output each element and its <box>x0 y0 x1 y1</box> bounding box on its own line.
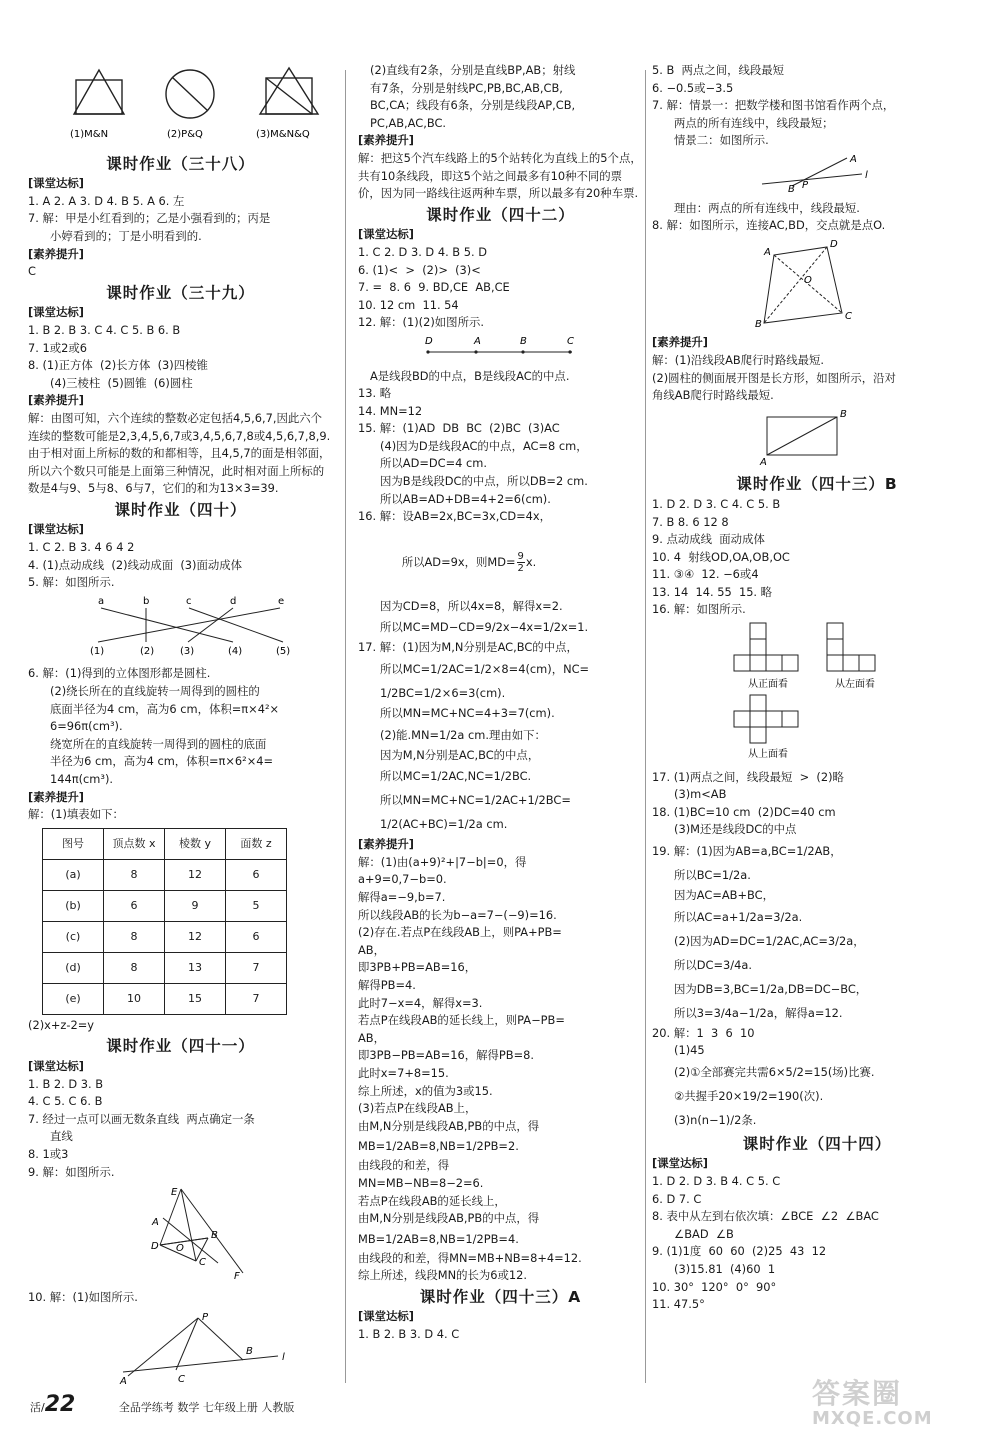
answer-line: 5. 解：如图所示. <box>28 575 115 590</box>
view-label: 从正面看 <box>748 679 788 691</box>
table-cell: 8 <box>104 921 165 952</box>
answer-line: 7. = 8. 6 9. BD,CE AB,CE <box>358 280 510 295</box>
answer-line: 5. B 两点之间，线段最短 <box>652 63 785 77</box>
answer-line: BC,CA；线段有6条，分别是线段AP,CB, <box>370 98 576 113</box>
answer-line: 若点P在线段AB的延长线上， <box>358 1193 506 1208</box>
point-label: A <box>760 456 767 465</box>
answer-line: 20. 解：1 3 6 10 <box>652 1025 755 1040</box>
figure-label: (3)M&N&Q <box>256 129 310 140</box>
answer-line: 10. 解：(1)如图所示. <box>28 1289 138 1304</box>
column-3 <box>652 62 982 1314</box>
lesson-title: 课时作业（四十一） <box>106 1037 255 1056</box>
table-row <box>43 921 287 952</box>
table-row <box>43 983 287 1014</box>
table-header: 面数 z <box>226 828 287 859</box>
figure-label: (2)P&Q <box>167 129 203 140</box>
table-cell: 6 <box>226 921 287 952</box>
answer-line: 1. C 2. D 3. D 4. B 5. D <box>358 244 488 259</box>
three-views-diagram <box>652 621 982 761</box>
lesson-title: 课时作业（四十四） <box>742 1134 892 1153</box>
answer-line: 解：(1)填表如下： <box>28 807 124 822</box>
answer-line: 即3PB−PB=AB=16，解得PB=8. <box>358 1048 535 1063</box>
answer-line: (3)n(n−1)/2条. <box>674 1112 757 1127</box>
answer-line: 1/2BC=1/2×6=3(cm). <box>380 686 506 701</box>
match-top-label: c <box>186 595 192 607</box>
answer-line: 7. 1或2或6 <box>28 340 88 355</box>
table-cell: 12 <box>165 859 226 890</box>
lesson-title: 课时作业（三十九） <box>106 283 255 302</box>
answer-line: 综上所述，线段MN的长为6或12. <box>358 1268 528 1283</box>
answer-paragraph: 解：由图可知，六个连续的整数必定包括4,5,6,7,因此六个连续的整数可能是2,3,4,5,6,7或3,4,5,6,7,8或4,5,6,7,8,9.由于相对面上所标的数的和都相等，且4,5,7的面是相邻面，所以六个数只可能是上面第三种情况，此时相对面上所标的数是4与9、5与8、6与7，它们的和为13×3=39. <box>28 410 331 496</box>
match-top-label: a <box>98 595 105 607</box>
match-top-label: e <box>278 595 285 607</box>
point-label: A <box>850 153 857 165</box>
answer-line: (4)三棱柱 (5)圆锥 (6)圆柱 <box>50 375 193 390</box>
section-label: [课堂达标] <box>28 305 84 320</box>
match-bottom-label: (5) <box>276 645 291 657</box>
point-label: P <box>202 1312 209 1324</box>
answer-line: 因为CD=8，所以4x=8，解得x=2. <box>380 598 563 613</box>
point-label: F <box>234 1271 240 1282</box>
watermark-line: MXQE.COM <box>812 1408 933 1429</box>
answer-line: 所以AD=DC=4 cm. <box>380 456 488 471</box>
answer-line: 底面半径为4 cm，高为6 cm，体积=π×4²× <box>50 701 280 716</box>
answer-line: (3)M还是线段DC的中点 <box>674 822 797 837</box>
table-cell: 8 <box>104 859 165 890</box>
lesson-title: 课时作业（四十三）A <box>419 1287 582 1306</box>
answer-line: (2)直线有2条，分别是直线BP,AB；射线 <box>370 63 576 77</box>
answer-line: 11. ③④ 12. −6或4 <box>652 567 759 582</box>
answer-line: 6. D 7. C <box>652 1191 702 1206</box>
fraction-numerator: 9 <box>517 550 524 562</box>
table-cell: 6 <box>226 859 287 890</box>
footer-prefix: 活/ <box>30 1401 45 1414</box>
table-header: 图号 <box>43 828 104 859</box>
answer-line: 18. (1)BC=10 cm (2)DC=40 cm <box>652 804 836 819</box>
figure-2 <box>166 70 214 118</box>
answer-line: 10. 4 射线OD,OA,OB,OC <box>652 549 790 564</box>
answer-line: 因为DB=3,BC=1/2a,DB=DC−BC， <box>674 981 868 996</box>
answer-line: 1. D 2. D 3. B 4. C 5. C <box>652 1174 781 1188</box>
answer-line: (2)绕长所在的直线旋转一周得到的圆柱的 <box>50 684 260 699</box>
figure-label: (1)M&N <box>70 129 109 140</box>
answer-line <box>358 526 643 598</box>
answer-line: 17. 解：(1)因为M,N分别是AC,BC的中点， <box>358 640 578 655</box>
answer-line: AB， <box>358 942 385 957</box>
answer-line: 14. MN=12 <box>358 403 423 418</box>
point-label: A <box>120 1376 127 1387</box>
table-row <box>43 890 287 921</box>
answer-line: 6. −0.5或−3.5 <box>652 80 734 95</box>
section-label: [素养提升] <box>28 789 84 804</box>
answer-line: 1/2(AC+BC)=1/2a cm. <box>380 817 508 832</box>
point-label: A <box>764 246 771 258</box>
answer-line: 绕宽所在的直线旋转一周得到的圆柱的底面 <box>50 736 267 751</box>
answer-line: 1. C 2. B 3. 4 6 4 2 <box>28 540 135 555</box>
answer-text: 所以AD=9x，则MD= <box>401 554 516 569</box>
answer-line: 4. (1)点动成线 (2)线动成面 (3)面动成体 <box>28 557 243 572</box>
view-label: 从左面看 <box>835 679 875 691</box>
answer-line: 15. 解：(1)AD DB BC (2)BC (3)AC <box>358 421 560 436</box>
answer-line: 8. 解：如图所示，连接AC,BD，交点就是点O. <box>652 218 886 233</box>
answer-paragraph: 解：把这5个汽车线路上的5个站转化为直线上的5个点，共有10条线段，即这5个站之间最多有10种不同的票价，因为同一路线往返两种车票，所以最多有20种车票. <box>358 150 642 201</box>
point-label: C <box>567 335 574 347</box>
segment-diagram <box>358 334 643 360</box>
section-label: [素养提升] <box>28 246 84 261</box>
section-label: [课堂达标] <box>28 1058 84 1073</box>
answer-line: 9. 点动成线 面动成体 <box>652 532 765 547</box>
point-label: E <box>171 1187 178 1199</box>
answer-line: 1. B 2. B 3. D 4. C <box>358 1327 460 1342</box>
answer-line: 综上所述，x的值为3或15. <box>358 1083 493 1098</box>
answer-line: (2)①全部赛完共需6×5/2=15(场)比赛. <box>674 1064 875 1079</box>
answer-line: 小婷看到的；丁是小明看到的. <box>50 228 202 243</box>
table-cell: 7 <box>226 983 287 1014</box>
table-cell: (b) <box>43 890 104 921</box>
answer-line: PC,AB,AC,BC. <box>370 115 447 130</box>
point-label: D <box>151 1241 159 1253</box>
answer-line: 若点P在线段AB的延长线上，则PA−PB= <box>358 1013 565 1028</box>
top-view <box>734 695 798 743</box>
table-cell: (a) <box>43 859 104 890</box>
answer-line: 4. C 5. C 6. B <box>28 1094 103 1109</box>
answer-line: MN=MB−NB=8−2=6. <box>358 1175 484 1190</box>
figure-9-diagram <box>28 1183 333 1281</box>
answer-line: 所以MN=MC+NC=4+3=7(cm). <box>380 706 555 721</box>
point-label: C <box>178 1374 185 1386</box>
answer-line: 所以3=3/4a−1/2a，解得a=12. <box>674 1005 843 1020</box>
watermark <box>812 1372 982 1429</box>
answer-line: 两点的所有连线中，线段最短； <box>674 115 834 130</box>
section-label: [素养提升] <box>358 837 414 852</box>
answer-line: 由线段的和差，得MN=MB+NB=8+4=12. <box>358 1250 582 1265</box>
matching-diagram <box>28 594 333 658</box>
column-divider <box>645 70 646 1383</box>
answer-line: 半径为6 cm，高为4 cm，体积=π×6²×4= <box>50 754 274 769</box>
point-label: B <box>755 318 762 327</box>
view-label: 从上面看 <box>748 749 788 761</box>
top-figures <box>28 64 333 144</box>
page-footer <box>30 1392 294 1417</box>
table-cell: (e) <box>43 983 104 1014</box>
point-label: B <box>520 335 527 347</box>
answer-line: 有7条，分别是射线PC,PB,BC,AB,CB, <box>370 80 563 95</box>
table-cell: 5 <box>226 890 287 921</box>
book-info: 全品学练考 数学 七年级上册 人教版 <box>118 1401 295 1414</box>
answer-line: MB=1/2AB=8,NB=1/2PB=2. <box>358 1139 519 1154</box>
table-header: 棱数 y <box>165 828 226 859</box>
section-label: [课堂达标] <box>358 1309 414 1324</box>
column-2 <box>358 62 643 1344</box>
section-label: [课堂达标] <box>358 227 414 242</box>
point-label: D <box>425 335 433 347</box>
answer-line: 直线 <box>50 1129 73 1144</box>
cylinder-net-diagram <box>652 407 982 465</box>
answer-line: 144π(cm³). <box>50 772 114 786</box>
fraction-denominator: 2 <box>517 562 524 574</box>
answer-line: a+9=0,7−b=0. <box>358 872 447 887</box>
answer-line: 10. 12 cm 11. 54 <box>358 297 459 312</box>
figure-8-diagram <box>652 237 982 327</box>
answer-line: (3)m<AB <box>674 787 727 802</box>
answer-line: 7. 解：甲是小红看到的；乙是小强看到的；丙是 <box>28 211 271 226</box>
answer-line: 1. B 2. B 3. C 4. C 5. B 6. B <box>28 322 181 337</box>
point-label: C <box>199 1257 206 1269</box>
lesson-title: 课时作业（四十二） <box>426 205 575 224</box>
column-1 <box>28 62 333 1394</box>
answer-line: 10. 30° 120° 0° 90° <box>652 1279 777 1294</box>
point-label: l <box>282 1352 285 1364</box>
answer-line: 所以线段AB的长为b−a=7−(−9)=16. <box>358 907 557 922</box>
lesson-title: 课时作业（四十三）B <box>736 475 898 494</box>
answer-line: AB， <box>358 1030 385 1045</box>
answer-line: 所以MC=1/2AC=1/2×8=4(cm)，NC= <box>380 662 590 677</box>
point-label: C <box>845 310 852 322</box>
point-label: A <box>152 1217 159 1229</box>
point-label: B <box>246 1346 253 1358</box>
match-top-label: d <box>230 595 237 607</box>
answer-line: 由线段的和差，得 <box>358 1158 450 1173</box>
point-label: D <box>830 238 838 250</box>
answer-text: x. <box>525 554 537 569</box>
match-bottom-label: (3) <box>180 645 195 657</box>
answer-line: (2)存在.若点P在线段AB上，则PA+PB= <box>358 925 562 940</box>
answer-line: 即3PB+PB=AB=16， <box>358 960 477 975</box>
table-row <box>43 952 287 983</box>
watermark-line: 答案圈 <box>812 1377 903 1410</box>
figure-3 <box>260 68 318 114</box>
solid-table <box>42 828 287 1015</box>
match-top-label: b <box>143 595 150 607</box>
answer-line: 17. (1)两点之间，线段最短 > (2)略 <box>652 769 844 784</box>
answer-line: 因为M,N分别是AC,BC的中点， <box>380 747 540 762</box>
table-cell: 7 <box>226 952 287 983</box>
answer-line: 所以MC=MD−CD=9/2x−4x=1/2x=1. <box>380 620 589 635</box>
answer-line: 1. A 2. A 3. D 4. B 5. A 6. 左 <box>28 193 185 208</box>
answer-line: 16. 解：如图所示. <box>652 602 746 617</box>
answer-line: A是线段BD的中点，B是线段AC的中点. <box>370 368 570 383</box>
match-bottom-label: (2) <box>140 645 155 657</box>
point-label: l <box>865 169 868 181</box>
section-label: [素养提升] <box>358 133 414 148</box>
answer-line: 6. 解：(1)得到的立体图形都是圆柱. <box>28 666 211 681</box>
front-view <box>734 623 798 671</box>
answer-line: 所以DC=3/4a. <box>674 957 752 972</box>
answer-line: ②共握手20×19/2=190(次). <box>674 1088 824 1103</box>
point-label: B <box>840 408 847 420</box>
answer-line: 9. (1)1度 60 60 (2)25 43 12 <box>652 1244 827 1259</box>
answer-line: C <box>28 264 36 279</box>
answer-line: 16. 解：设AB=2x,BC=3x,CD=4x， <box>358 509 552 524</box>
answer-line: 解得a=−9,b=7. <box>358 890 446 904</box>
answer-line: 12. 解：(1)(2)如图所示. <box>358 315 484 330</box>
table-cell: 10 <box>104 983 165 1014</box>
answer-line: (1)45 <box>674 1043 705 1058</box>
answer-line: 8. (1)正方体 (2)长方体 (3)四棱锥 <box>28 358 208 373</box>
answer-line: 8. 表中从左到右依次填：∠BCE ∠2 ∠BAC <box>652 1209 879 1224</box>
point-label: O <box>176 1243 184 1255</box>
lesson-title: 课时作业（四十） <box>114 500 247 519</box>
answer-line: (2)圆柱的侧面展开图是长方形，如图所示，沿对 <box>652 370 896 385</box>
section-label: [课堂达标] <box>28 522 84 537</box>
answer-line: 7. 解：情景一：把数学楼和图书馆看作两个点， <box>652 98 895 113</box>
answer-line: 由M,N分别是线段AB,PB的中点，得 <box>358 1211 540 1226</box>
answer-line: 所以BC=1/2a. <box>674 868 751 883</box>
answer-line: 情景二：如图所示. <box>674 133 769 148</box>
answer-line: 11. 47.5° <box>652 1297 705 1312</box>
point-label: B <box>788 183 795 192</box>
point-label: O <box>804 274 812 286</box>
section-label: [素养提升] <box>652 335 708 350</box>
answer-line: 角线AB爬行时路线最短. <box>652 388 774 403</box>
answer-line: 1. D 2. D 3. C 4. C 5. B <box>652 496 781 511</box>
table-row <box>43 859 287 890</box>
match-bottom-label: (1) <box>90 645 105 657</box>
answer-line: (3)若点P在线段AB上， <box>358 1101 477 1116</box>
answer-line: 19. 解：(1)因为AB=a,BC=1/2AB， <box>652 844 842 859</box>
point-label: B <box>211 1230 218 1242</box>
table-header: 顶点数 x <box>104 828 165 859</box>
section-label: [课堂达标] <box>652 1156 708 1171</box>
answer-line: 6. (1)< > (2)> (3)< <box>358 262 481 277</box>
answer-line: 1. B 2. D 3. B <box>28 1076 104 1091</box>
answer-line: (3)15.81 (4)60 1 <box>674 1261 776 1276</box>
answer-line: 因为B是线段DC的中点，所以DB=2 cm. <box>380 474 588 489</box>
lesson-title: 课时作业（三十八） <box>106 154 255 173</box>
answer-line: 解：(1)由(a+9)²+|7−b|=0，得 <box>358 854 527 869</box>
answer-line: 由M,N分别是线段AB,PB的中点，得 <box>358 1118 540 1133</box>
table-cell: (c) <box>43 921 104 952</box>
figure-1 <box>74 70 124 114</box>
answer-line: 7. B 8. 6 12 8 <box>652 514 729 529</box>
answer-line: 所以MC=1/2AC,NC=1/2BC. <box>380 769 532 784</box>
answer-line: 此时7−x=4，解得x=3. <box>358 995 483 1010</box>
answer-line: 13. 14 14. 55 15. 略 <box>652 584 773 599</box>
answer-line: 理由：两点的所有连线中，线段最短. <box>674 200 860 215</box>
match-bottom-label: (4) <box>228 645 243 657</box>
answer-line: 所以MN=MC+NC=1/2AC+1/2BC= <box>380 793 571 808</box>
answer-line: 13. 略 <box>358 386 392 401</box>
answer-line: (2)能.MN=1/2a cm.理由如下： <box>380 727 546 742</box>
answer-line: (2)因为AD=DC=1/2AC,AC=3/2a， <box>674 933 865 948</box>
answer-line: (2)x+z-2=y <box>28 1017 95 1032</box>
answer-line: 所以AC=a+1/2a=3/2a. <box>674 909 803 924</box>
table-cell: 9 <box>165 890 226 921</box>
figure-10-diagram <box>28 1308 333 1386</box>
table-cell: 12 <box>165 921 226 952</box>
left-view <box>827 623 875 671</box>
table-cell: 13 <box>165 952 226 983</box>
point-label: P <box>802 179 809 191</box>
answer-line: 因为AC=AB+BC， <box>674 888 774 903</box>
answer-line: ∠BAD ∠B <box>674 1226 734 1241</box>
table-cell: 6 <box>104 890 165 921</box>
page-number: 22 <box>44 1392 76 1417</box>
fraction <box>517 551 525 574</box>
answer-line: (4)因为D是线段AC的中点，AC=8 cm， <box>380 438 588 453</box>
answer-line: 此时x=7+8=15. <box>358 1065 449 1080</box>
answer-line: 9. 解：如图所示. <box>28 1164 115 1179</box>
table-cell: (d) <box>43 952 104 983</box>
answer-line: 8. 1或3 <box>28 1146 69 1161</box>
figure-7-diagram <box>652 152 982 192</box>
column-divider <box>345 70 346 1383</box>
answer-line: 解：(1)沿线段AB爬行时路线最短. <box>652 352 825 367</box>
table-cell: 8 <box>104 952 165 983</box>
section-label: [素养提升] <box>28 393 84 408</box>
section-label: [课堂达标] <box>28 176 84 191</box>
answer-line: MB=1/2AB=8,NB=1/2PB=4. <box>358 1231 519 1246</box>
point-label: A <box>474 335 481 347</box>
answer-line: 解得PB=4. <box>358 977 416 992</box>
table-cell: 15 <box>165 983 226 1014</box>
answer-line: 所以AB=AD+DB=4+2=6(cm). <box>380 491 551 506</box>
answer-line: 6=96π(cm³). <box>50 719 123 734</box>
answer-line: 7. 经过一点可以画无数条直线 两点确定一条 <box>28 1111 255 1126</box>
